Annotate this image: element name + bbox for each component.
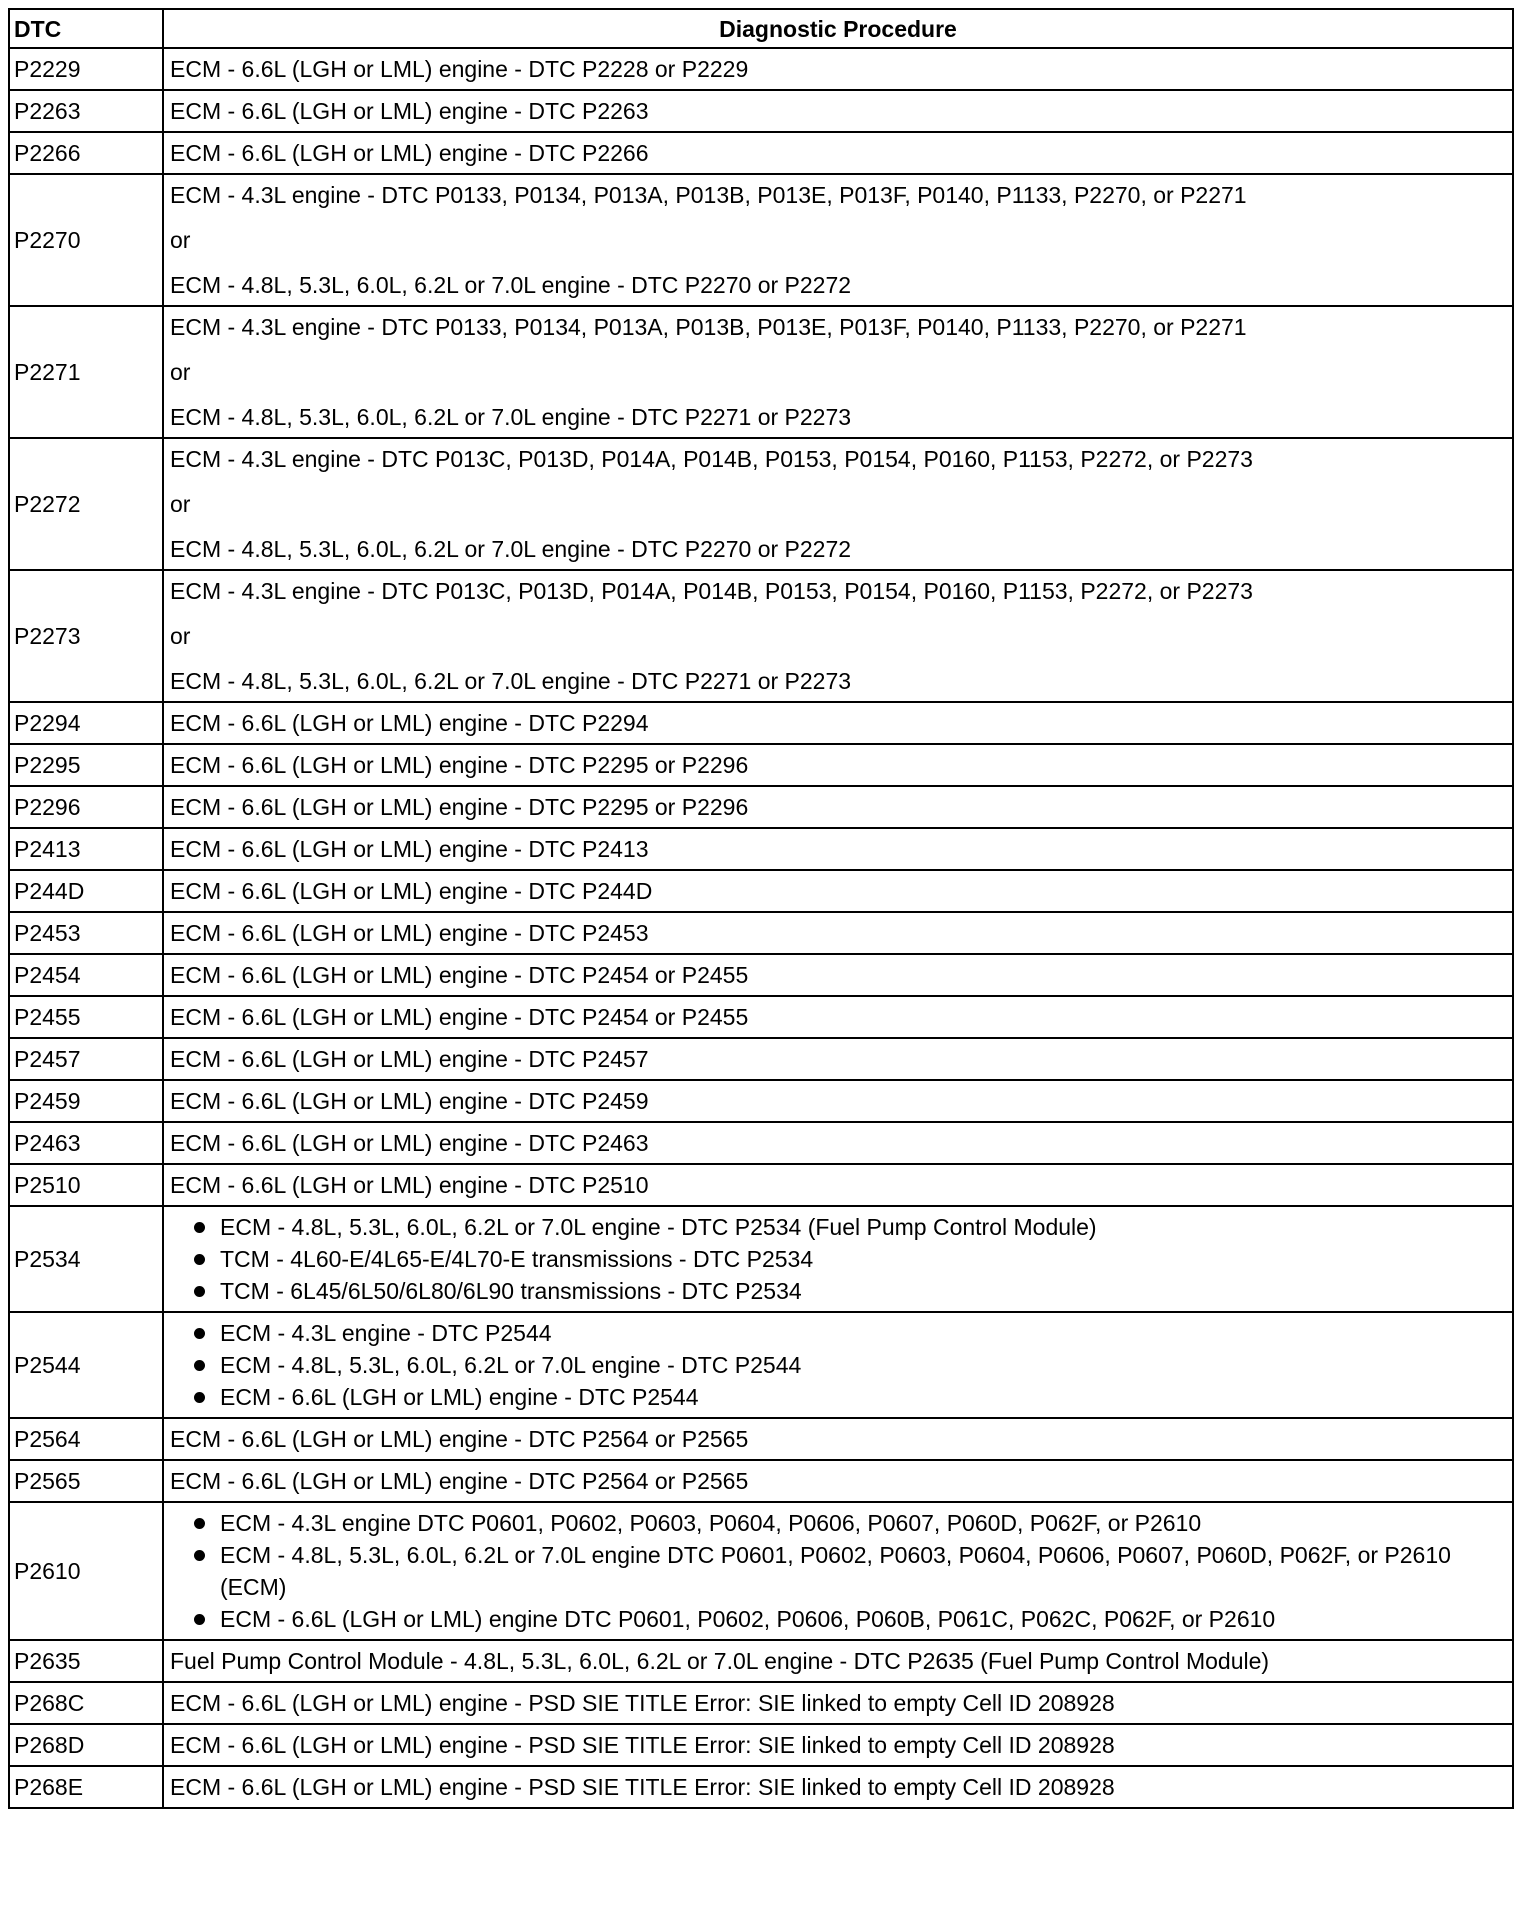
dtc-code-cell: P2270 bbox=[9, 174, 163, 306]
table-row bbox=[9, 1682, 1513, 1724]
table-row bbox=[9, 438, 1513, 570]
procedure-cell: ECM - 6.6L (LGH or LML) engine - DTC P2510 bbox=[163, 1164, 1513, 1206]
bullet-icon bbox=[194, 1392, 205, 1403]
table-row bbox=[9, 132, 1513, 174]
spacer bbox=[170, 211, 1506, 224]
bullet-text: ECM - 4.8L, 5.3L, 6.0L, 6.2L or 7.0L engine DTC P0601, P0602, P0603, P0604, P0606, P0607, P060D, P062F, or P2610 (ECM) bbox=[220, 1542, 1451, 1600]
dtc-code-cell: P268C bbox=[9, 1682, 163, 1724]
procedure-cell: ECM - 6.6L (LGH or LML) engine - DTC P2459 bbox=[163, 1080, 1513, 1122]
list-item bbox=[194, 1275, 1506, 1307]
table-row bbox=[9, 48, 1513, 90]
spacer bbox=[170, 475, 1506, 488]
bullet-text: ECM - 4.3L engine - DTC P2544 bbox=[220, 1320, 552, 1346]
bullet-icon bbox=[194, 1254, 205, 1265]
dtc-table bbox=[8, 8, 1514, 1809]
procedure-cell bbox=[163, 1502, 1513, 1640]
bullet-text: ECM - 6.6L (LGH or LML) engine DTC P0601, P0602, P0606, P060B, P061C, P062C, P062F, or P2610 bbox=[220, 1606, 1276, 1632]
procedure-cell: ECM - 6.6L (LGH or LML) engine - DTC P2453 bbox=[163, 912, 1513, 954]
bullet-text: TCM - 4L60-E/4L65-E/4L70-E transmissions - DTC P2534 bbox=[220, 1246, 814, 1272]
table-row bbox=[9, 744, 1513, 786]
spacer bbox=[170, 388, 1506, 401]
procedure-cell: ECM - 6.6L (LGH or LML) engine - PSD SIE TITLE Error: SIE linked to empty Cell ID 208928 bbox=[163, 1724, 1513, 1766]
table-row bbox=[9, 1724, 1513, 1766]
procedure-cell bbox=[163, 306, 1513, 438]
spacer bbox=[170, 343, 1506, 356]
procedure-cell bbox=[163, 1312, 1513, 1418]
dtc-code-cell: P2459 bbox=[9, 1080, 163, 1122]
header-diagnostic-procedure: Diagnostic Procedure bbox=[163, 9, 1513, 48]
procedure-cell: ECM - 6.6L (LGH or LML) engine - DTC P2564 or P2565 bbox=[163, 1460, 1513, 1502]
table-row bbox=[9, 90, 1513, 132]
table-body bbox=[9, 48, 1513, 1808]
procedure-line: ECM - 4.3L engine - DTC P0133, P0134, P013A, P013B, P013E, P013F, P0140, P1133, P2270, or P2271 bbox=[170, 314, 1247, 340]
table-row bbox=[9, 1418, 1513, 1460]
table-row bbox=[9, 1038, 1513, 1080]
procedure-cell bbox=[163, 1206, 1513, 1312]
procedure-cell: ECM - 6.6L (LGH or LML) engine - DTC P2564 or P2565 bbox=[163, 1418, 1513, 1460]
dtc-code-cell: P268D bbox=[9, 1724, 163, 1766]
procedure-cell: ECM - 6.6L (LGH or LML) engine - DTC P2454 or P2455 bbox=[163, 996, 1513, 1038]
procedure-cell: ECM - 6.6L (LGH or LML) engine - DTC P2266 bbox=[163, 132, 1513, 174]
procedure-cell: ECM - 6.6L (LGH or LML) engine - DTC P2263 bbox=[163, 90, 1513, 132]
bullet-icon bbox=[194, 1614, 205, 1625]
dtc-code-cell: P2463 bbox=[9, 1122, 163, 1164]
dtc-code-cell: P2229 bbox=[9, 48, 163, 90]
bullet-icon bbox=[194, 1550, 205, 1561]
table-row bbox=[9, 954, 1513, 996]
table-row bbox=[9, 570, 1513, 702]
bullet-text: ECM - 6.6L (LGH or LML) engine - DTC P2544 bbox=[220, 1384, 699, 1410]
dtc-code-cell: P2457 bbox=[9, 1038, 163, 1080]
spacer bbox=[170, 652, 1506, 665]
dtc-code-cell: P2564 bbox=[9, 1418, 163, 1460]
dtc-code-cell: P2294 bbox=[9, 702, 163, 744]
dtc-code-cell: P2263 bbox=[9, 90, 163, 132]
procedure-cell: ECM - 6.6L (LGH or LML) engine - DTC P2295 or P2296 bbox=[163, 744, 1513, 786]
bullet-text: ECM - 4.8L, 5.3L, 6.0L, 6.2L or 7.0L engine - DTC P2544 bbox=[220, 1352, 802, 1378]
procedure-cell: ECM - 6.6L (LGH or LML) engine - DTC P2463 bbox=[163, 1122, 1513, 1164]
dtc-code-cell: P2273 bbox=[9, 570, 163, 702]
table-row bbox=[9, 996, 1513, 1038]
table-row bbox=[9, 1766, 1513, 1808]
dtc-code-cell: P2266 bbox=[9, 132, 163, 174]
bullet-icon bbox=[194, 1518, 205, 1529]
header-dtc: DTC bbox=[9, 9, 163, 48]
bullet-text: ECM - 4.3L engine DTC P0601, P0602, P0603, P0604, P0606, P0607, P060D, P062F, or P2610 bbox=[220, 1510, 1202, 1536]
list-item bbox=[194, 1603, 1506, 1635]
procedure-line: or bbox=[170, 623, 191, 649]
dtc-code-cell: P2510 bbox=[9, 1164, 163, 1206]
table-row bbox=[9, 912, 1513, 954]
dtc-code-cell: P2453 bbox=[9, 912, 163, 954]
procedure-line: ECM - 4.3L engine - DTC P0133, P0134, P013A, P013B, P013E, P013F, P0140, P1133, P2270, or P2271 bbox=[170, 182, 1247, 208]
procedure-cell: ECM - 6.6L (LGH or LML) engine - DTC P244D bbox=[163, 870, 1513, 912]
procedure-cell: ECM - 6.6L (LGH or LML) engine - DTC P2228 or P2229 bbox=[163, 48, 1513, 90]
table-row bbox=[9, 828, 1513, 870]
list-item bbox=[194, 1349, 1506, 1381]
bullet-list bbox=[170, 1211, 1506, 1307]
procedure-cell: ECM - 6.6L (LGH or LML) engine - DTC P2454 or P2455 bbox=[163, 954, 1513, 996]
list-item bbox=[194, 1507, 1506, 1539]
table-row bbox=[9, 306, 1513, 438]
table-row bbox=[9, 1312, 1513, 1418]
table-row bbox=[9, 174, 1513, 306]
dtc-code-cell: P2455 bbox=[9, 996, 163, 1038]
procedure-line: ECM - 4.8L, 5.3L, 6.0L, 6.2L or 7.0L engine - DTC P2270 or P2272 bbox=[170, 536, 852, 562]
bullet-icon bbox=[194, 1328, 205, 1339]
bullet-icon bbox=[194, 1222, 205, 1233]
dtc-code-cell: P244D bbox=[9, 870, 163, 912]
dtc-code-cell: P2534 bbox=[9, 1206, 163, 1312]
procedure-cell: Fuel Pump Control Module - 4.8L, 5.3L, 6.0L, 6.2L or 7.0L engine - DTC P2635 (Fuel Pump Control Module) bbox=[163, 1640, 1513, 1682]
bullet-list bbox=[170, 1317, 1506, 1413]
spacer bbox=[170, 520, 1506, 533]
procedure-cell: ECM - 6.6L (LGH or LML) engine - DTC P2457 bbox=[163, 1038, 1513, 1080]
table-row bbox=[9, 1080, 1513, 1122]
dtc-code-cell: P2610 bbox=[9, 1502, 163, 1640]
spacer bbox=[170, 256, 1506, 269]
table-row bbox=[9, 786, 1513, 828]
dtc-code-cell: P2454 bbox=[9, 954, 163, 996]
table-row bbox=[9, 1206, 1513, 1312]
procedure-line: ECM - 4.8L, 5.3L, 6.0L, 6.2L or 7.0L engine - DTC P2271 or P2273 bbox=[170, 668, 852, 694]
dtc-code-cell: P2296 bbox=[9, 786, 163, 828]
document-page bbox=[8, 8, 1512, 1809]
dtc-code-cell: P2635 bbox=[9, 1640, 163, 1682]
procedure-cell: ECM - 6.6L (LGH or LML) engine - DTC P2295 or P2296 bbox=[163, 786, 1513, 828]
table-header-row bbox=[9, 9, 1513, 48]
bullet-text: TCM - 6L45/6L50/6L80/6L90 transmissions - DTC P2534 bbox=[220, 1278, 802, 1304]
table-row bbox=[9, 1164, 1513, 1206]
procedure-line: or bbox=[170, 359, 191, 385]
spacer bbox=[170, 607, 1506, 620]
list-item bbox=[194, 1211, 1506, 1243]
procedure-cell: ECM - 6.6L (LGH or LML) engine - PSD SIE TITLE Error: SIE linked to empty Cell ID 208928 bbox=[163, 1682, 1513, 1724]
table-row bbox=[9, 1122, 1513, 1164]
list-item bbox=[194, 1539, 1506, 1603]
dtc-code-cell: P268E bbox=[9, 1766, 163, 1808]
bullet-icon bbox=[194, 1286, 205, 1297]
procedure-cell bbox=[163, 438, 1513, 570]
table-row bbox=[9, 870, 1513, 912]
dtc-code-cell: P2295 bbox=[9, 744, 163, 786]
list-item bbox=[194, 1243, 1506, 1275]
list-item bbox=[194, 1381, 1506, 1413]
dtc-code-cell: P2544 bbox=[9, 1312, 163, 1418]
bullet-text: ECM - 4.8L, 5.3L, 6.0L, 6.2L or 7.0L engine - DTC P2534 (Fuel Pump Control Module) bbox=[220, 1214, 1097, 1240]
table-row bbox=[9, 702, 1513, 744]
procedure-cell bbox=[163, 174, 1513, 306]
dtc-code-cell: P2413 bbox=[9, 828, 163, 870]
procedure-cell: ECM - 6.6L (LGH or LML) engine - DTC P2413 bbox=[163, 828, 1513, 870]
procedure-cell: ECM - 6.6L (LGH or LML) engine - DTC P2294 bbox=[163, 702, 1513, 744]
procedure-cell bbox=[163, 570, 1513, 702]
procedure-line: ECM - 4.3L engine - DTC P013C, P013D, P014A, P014B, P0153, P0154, P0160, P1153, P2272, or P2273 bbox=[170, 578, 1253, 604]
bullet-list bbox=[170, 1507, 1506, 1635]
procedure-cell: ECM - 6.6L (LGH or LML) engine - PSD SIE TITLE Error: SIE linked to empty Cell ID 208928 bbox=[163, 1766, 1513, 1808]
dtc-code-cell: P2271 bbox=[9, 306, 163, 438]
procedure-line: ECM - 4.8L, 5.3L, 6.0L, 6.2L or 7.0L engine - DTC P2271 or P2273 bbox=[170, 404, 852, 430]
table-row bbox=[9, 1502, 1513, 1640]
procedure-line: or bbox=[170, 227, 191, 253]
list-item bbox=[194, 1317, 1506, 1349]
procedure-line: ECM - 4.8L, 5.3L, 6.0L, 6.2L or 7.0L engine - DTC P2270 or P2272 bbox=[170, 272, 852, 298]
table-row bbox=[9, 1640, 1513, 1682]
table-row bbox=[9, 1460, 1513, 1502]
dtc-code-cell: P2272 bbox=[9, 438, 163, 570]
dtc-code-cell: P2565 bbox=[9, 1460, 163, 1502]
procedure-line: or bbox=[170, 491, 191, 517]
procedure-line: ECM - 4.3L engine - DTC P013C, P013D, P014A, P014B, P0153, P0154, P0160, P1153, P2272, or P2273 bbox=[170, 446, 1253, 472]
bullet-icon bbox=[194, 1360, 205, 1371]
